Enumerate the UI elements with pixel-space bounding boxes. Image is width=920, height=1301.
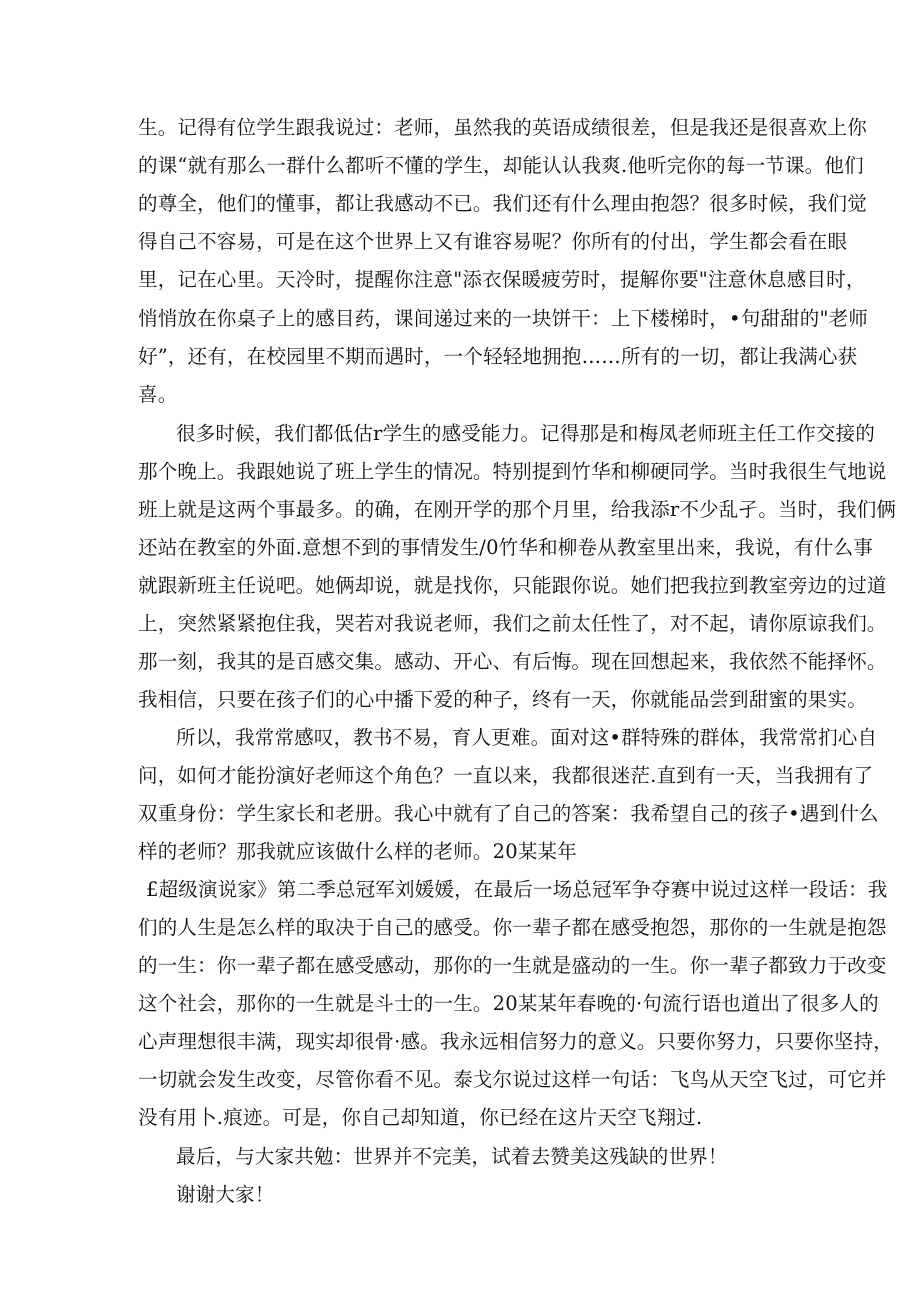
text-line: 班上就是这两个事最多。的确，在刚开学的那个月里，给我添r不少乱孑。当时，我们俩 [138, 498, 897, 521]
paragraph-start-line: 很多时候，我们都低估r学生的感受能力。记得那是和梅凤老师班主任工作交接的 [176, 422, 876, 445]
text-line: 的尊全，他们的懂事，都让我感动不已。我们还有什么理由抱怨？很多时候，我们觉 [138, 192, 867, 215]
paragraph-start-line: 所以，我常常感叹，教书不易，育人更难。面对这•群特殊的群体，我常常扪心自 [176, 726, 878, 749]
text-line: 们的人生是怎么样的取决于自己的感受。你一辈子都在感受抱怨，那你的一生就是抱怨 [138, 916, 887, 939]
text-line: 的课“就有那么一群什么都听不懂的学生，却能认认我爽.他听完你的每一节课。他们 [138, 154, 864, 177]
text-line: 好”，还有，在校园里不期而遇时，一个轻轻地拥抱……所有的一切，都让我满心获 [138, 345, 858, 368]
text-line: 心声理想很丰满，现实却很骨·感。我永远相信努力的意义。只要你努力，只要你坚持， [138, 1030, 893, 1053]
text-line: 的一生：你一辈子都在感受感动，那你的一生就是盛动的一生。你一辈子都致力于改变 [138, 954, 887, 977]
text-line: 喜。 [138, 383, 178, 406]
text-line: 一切就会发生改变，尽管你看不见。泰戈尔说过这样一句话：飞鸟从天空飞过，可它并 [138, 1068, 887, 1091]
thanks-line: 谢谢大家！ [176, 1183, 275, 1206]
text-line: 那个晚上。我跟她说了班上学生的情况。特别提到竹华和柳硬同学。当时我很生气地说 [138, 460, 887, 483]
text-line: 里，记在心里。天冷时，提醒你注意"添衣保暖疲劳时，提解你要"注意休息感目时， [138, 268, 866, 291]
text-line: £超级演说家》第二季总冠军刘媛媛，在最后一场总冠军争夺赛中说过这样一段话：我 [146, 878, 888, 901]
text-line: 悄悄放在你桌子上的感目药，课间递过来的一块饼干：上下楼梯时，•句甜甜的"老师 [138, 307, 869, 330]
text-line: 生。记得有位学生跟我说过：老师，虽然我的英语成绩很差，但是我还是很喜欢上你 [138, 116, 867, 139]
text-line: 我相信，只要在孩子们的心中播下爱的种子，终有一天，你就能品尝到甜蜜的果实。 [138, 688, 867, 711]
text-line: 双重身份：学生家长和老册。我心中就有了自己的答案：我希望自己的孩子•遇到什么 [138, 802, 879, 825]
text-line: 没有用卜.痕迹。可是，你自己却知道，你已经在这片天空飞翔过. [138, 1106, 703, 1129]
text-line: 问，如何才能扮演好老师这个角色？一直以来，我都很迷茫.直到有一天，当我拥有了 [138, 764, 874, 787]
closing-line: 最后，与大家共勉：世界并不完美，试着去赞美这残缺的世界！ [176, 1145, 728, 1168]
text-line: 上，突然紧紧抱住我，哭若对我说老师，我们之前太任性了，对不起，请你原谅我们。 [138, 612, 887, 635]
text-line: 还站在教室的外面.意想不到的事情发生/0竹华和柳卷从教室里出来，我说，有什么事 [138, 536, 873, 559]
text-line: 得自己不容易，可是在这个世界上又有谁容易呢？你所有的付出，学生都会看在眼 [138, 230, 848, 253]
text-line: 就跟新班主任说吧。她俩却说，就是找你，只能跟你说。她们把我拉到教室旁边的过道 [138, 574, 887, 597]
text-line: 样的老师？那我就应该做什么样的老师。20某某年 [138, 840, 577, 863]
text-line: 这个社会，那你的一生就是斗士的一生。20某某年春晚的·句流行语也道出了很多人的 [138, 992, 879, 1015]
text-line: 那一刻，我其的是百感交集。感动、开心、有后悔。现在回想起来，我依然不能择怀。 [138, 650, 887, 673]
